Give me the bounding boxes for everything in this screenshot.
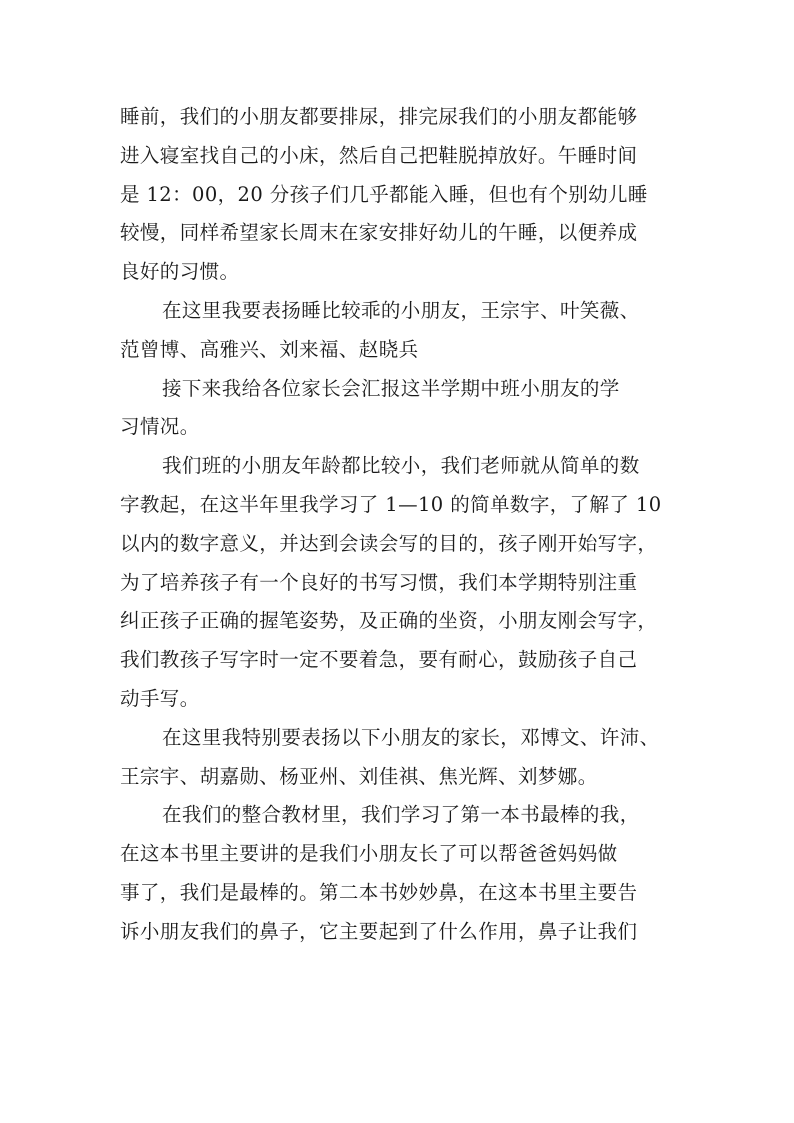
- text-line: 在我们的整合教材里，我们学习了第一本书最棒的我，: [162, 803, 640, 827]
- text-line: 在这里我要表扬睡比较乖的小朋友，王宗宇、叶笑薇、: [162, 298, 640, 322]
- text-line: 范曾博、高雅兴、刘来福、赵晓兵: [120, 337, 419, 361]
- paragraph: [120, 447, 680, 719]
- text-line: 王宗宇、胡嘉勋、杨亚州、刘佳祺、焦光辉、刘梦娜。: [120, 764, 598, 788]
- text-line: 事了，我们是最棒的。第二本书妙妙鼻，在这本书里主要告: [120, 880, 638, 904]
- document-body: [120, 98, 680, 952]
- paragraph: [120, 719, 680, 797]
- text-line: 我们班的小朋友年龄都比较小，我们老师就从简单的数: [162, 454, 640, 478]
- text-line: 较慢，同样希望家长周末在家安排好幼儿的午睡，以便养成: [120, 221, 638, 245]
- paragraph: [120, 292, 680, 370]
- text-line: 字教起，在这半年里我学习了 1—10 的简单数字，了解了 10: [120, 492, 662, 516]
- text-line: 在这本书里主要讲的是我们小朋友长了可以帮爸爸妈妈做: [120, 842, 618, 866]
- text-line: 诉小朋友我们的鼻子，它主要起到了什么作用，鼻子让我们: [120, 919, 638, 943]
- document-page: [120, 98, 680, 952]
- text-line: 以内的数字意义，并达到会读会写的目的，孩子刚开始写字，: [120, 531, 658, 555]
- text-line: 动手写。: [120, 686, 200, 710]
- text-line: 我们教孩子写字时一定不要着急，要有耐心，鼓励孩子自己: [120, 648, 638, 672]
- paragraph: [120, 796, 680, 951]
- text-line: 为了培养孩子有一个良好的书写习惯，我们本学期特别注重: [120, 570, 638, 594]
- text-line: 习情况。: [120, 415, 200, 439]
- text-line: 纠正孩子正确的握笔姿势，及正确的坐资，小朋友刚会写字，: [120, 609, 658, 633]
- text-line: 良好的习惯。: [120, 260, 240, 284]
- paragraph: [120, 98, 680, 292]
- text-line: 在这里我特别要表扬以下小朋友的家长，邓博文、许沛、: [162, 725, 660, 749]
- text-line: 接下来我给各位家长会汇报这半学期中班小朋友的学: [162, 376, 620, 400]
- text-line: 是 12：00，20 分孩子们几乎都能入睡，但也有个别幼儿睡: [120, 182, 648, 206]
- text-line: 进入寝室找自己的小床，然后自己把鞋脱掉放好。午睡时间: [120, 143, 638, 167]
- paragraph: [120, 370, 680, 448]
- text-line: 睡前，我们的小朋友都要排尿，排完尿我们的小朋友都能够: [120, 105, 638, 128]
